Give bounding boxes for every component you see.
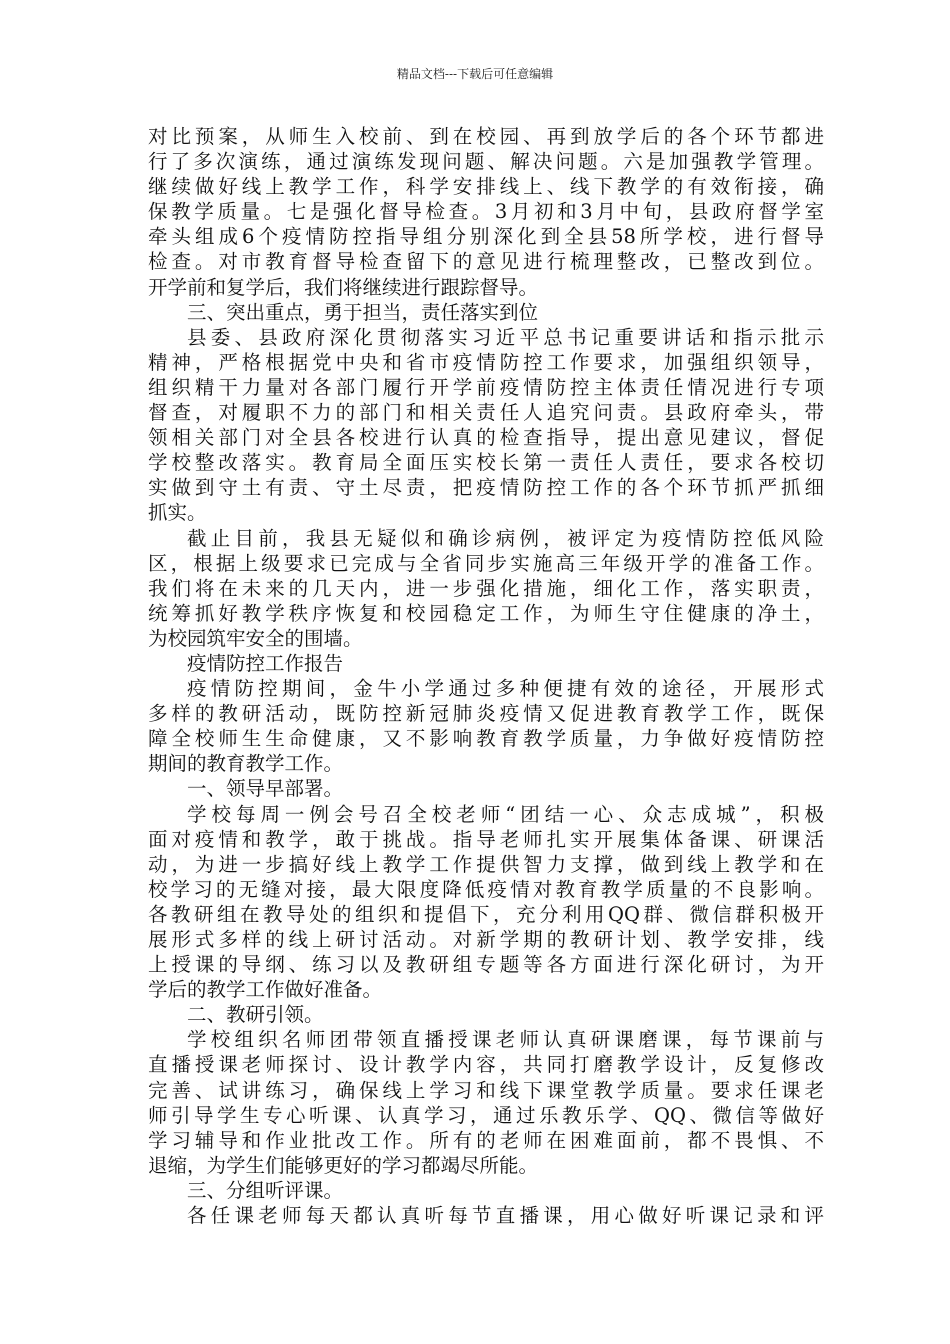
text-line: 各教研组在教导处的组织和提倡下，充分利用QQ群、微信群积极开 <box>148 902 824 926</box>
text-line: 三、突出重点，勇于担当，责任落实到位 <box>187 300 539 324</box>
text-line: 障全校师生生命健康，又不影响教育教学质量，力争做好疫情防控 <box>148 727 824 751</box>
text-line: 各任课老师每天都认真听每节直播课，用心做好听课记录和评 <box>187 1204 824 1228</box>
text-line: 展形式多样的线上研讨活动。对新学期的教研计划、教学安排，线 <box>148 928 824 951</box>
text-line: 学校每周一例会号召全校老师“团结一心、众志成城”，积极 <box>187 802 824 826</box>
text-line: 县委、县政府深化贯彻落实习近平总书记重要讲话和指示批示 <box>187 325 824 349</box>
text-line: 精神，严格根据党中央和省市疫情防控工作要求，加强组织领导， <box>148 350 824 374</box>
text-line: 抓实。 <box>148 501 207 525</box>
text-line: 实做到守土有责、守土尽责，把疫情防控工作的各个环节抓严抓细 <box>148 476 824 500</box>
text-line: 面对疫情和教学，敢于挑战。指导老师扎实开展集体备课、研课活 <box>148 827 824 851</box>
text-line: 我们将在未来的几天内，进一步强化措施，细化工作，落实职责， <box>148 576 824 600</box>
text-line: 开学前和复学后，我们将继续进行跟踪督导。 <box>148 275 539 299</box>
text-line: 校学习的无缝对接，最大限度降低疫情对教育教学质量的不良影响。 <box>148 877 824 901</box>
text-line: 上授课的导纲、练习以及教研组专题等各方面进行深化研讨，为开 <box>148 953 824 977</box>
text-line: 领相关部门对全县各校进行认真的检查指导，提出意见建议，督促 <box>148 426 824 450</box>
text-line: 直播授课老师探讨、设计教学内容，共同打磨教学设计，反复修改 <box>148 1053 824 1077</box>
text-line: 学校组织名师团带领直播授课老师认真研课磨课，每节课前与 <box>187 1028 824 1052</box>
text-line: 退缩，为学生们能够更好的学习都竭尽所能。 <box>148 1153 539 1177</box>
text-line: 疫情防控期间，金牛小学通过多种便捷有效的途径，开展形式 <box>187 677 824 701</box>
text-line: 牵头组成6个疫情防控指导组分别深化到全县58所学校，进行督导 <box>148 225 824 249</box>
text-line: 动，为进一步搞好线上教学工作提供智力支撑，做到线上教学和在 <box>148 852 824 876</box>
text-line: 组织精干力量对各部门履行开学前疫情防控主体责任情况进行专项 <box>148 375 824 399</box>
text-line: 截止目前，我县无疑似和确诊病例，被评定为疫情防控低风险 <box>187 526 824 550</box>
text-line: 一、领导早部署。 <box>187 777 344 801</box>
document-body <box>148 124 824 1228</box>
text-line: 检查。对市教育督导检查留下的意见进行梳理整改，已整改到位。 <box>148 250 824 274</box>
text-line: 二、教研引领。 <box>187 1003 324 1027</box>
text-line: 学习辅导和作业批改工作。所有的老师在困难面前，都不畏惧、不 <box>148 1128 824 1152</box>
text-line: 学校整改落实。教育局全面压实校长第一责任人责任，要求各校切 <box>148 451 824 475</box>
text-line: 期间的教育教学工作。 <box>148 752 344 776</box>
text-line: 继续做好线上教学工作，科学安排线上、线下教学的有效衔接，确 <box>148 175 824 199</box>
text-line: 行了多次演练，通过演练发现问题、解决问题。六是加强教学管理。 <box>148 150 824 174</box>
text-line: 学后的教学工作做好准备。 <box>148 978 383 1002</box>
text-line: 区，根据上级要求已完成与全省同步实施高三年级开学的准备工作。 <box>148 551 824 575</box>
text-line: 师引导学生专心听课、认真学习，通过乐教乐学、QQ、微信等做好 <box>148 1103 824 1127</box>
text-line: 三、分组听评课。 <box>187 1178 344 1202</box>
text-line: 多样的教研活动，既防控新冠肺炎疫情又促进教育教学工作，既保 <box>148 702 824 726</box>
text-line: 疫情防控工作报告 <box>187 651 344 675</box>
text-line: 督查，对履职不力的部门和相关责任人追究问责。县政府牵头，带 <box>148 401 824 425</box>
text-line: 为校园筑牢安全的围墙。 <box>148 626 363 650</box>
page-header: 精品文档---下载后可任意编辑 <box>396 67 554 81</box>
text-line: 对比预案，从师生入校前、到在校园、再到放学后的各个环节都进 <box>148 125 824 148</box>
text-line: 完善、试讲练习，确保线上学习和线下课堂教学质量。要求任课老 <box>148 1078 824 1102</box>
text-line: 统筹抓好教学秩序恢复和校园稳定工作，为师生守住健康的净土， <box>148 601 824 625</box>
text-line: 保教学质量。七是强化督导检查。3月初和3月中旬，县政府督学室 <box>148 200 824 224</box>
